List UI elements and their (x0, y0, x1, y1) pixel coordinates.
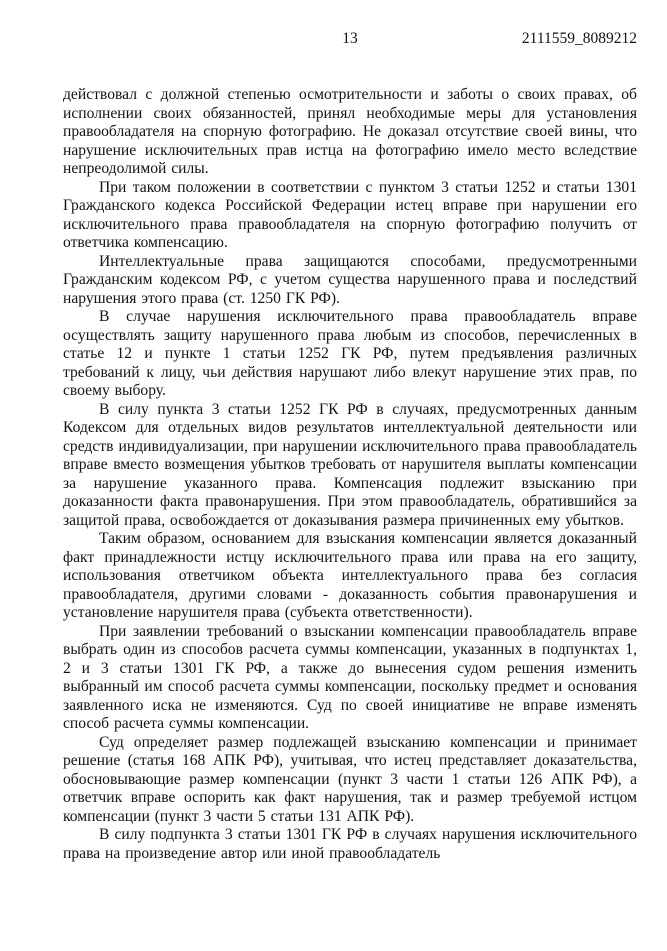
paragraph: Суд определяет размер подлежащей взысканию компенсации и принимает решение (статья 168 АПК РФ), учитывая, что истец представляет доказательства, обосновывающие размер компенсации (пункт 3 части 1 статьи 126 АПК РФ), а ответчик вправе оспорить как факт нарушения, так и размер требуемой истцом компенсации (пункт 3 части 5 статьи 131 АПК РФ). (63, 733, 637, 825)
page-header (63, 30, 637, 48)
document-body (63, 86, 637, 863)
paragraph: В силу пункта 3 статьи 1252 ГК РФ в случаях, предусмотренных данным Кодексом для отдельных видов результатов интеллектуальной деятельности или средств индивидуализации, при нарушении исключительного права правообладатель вправе вместо возмещения убытков требовать от нарушителя выплаты компенсации за нарушение указанного права. Компенсация подлежит взысканию при доказанности факта правонарушения. При этом правообладатель, обратившийся за защитой права, освобождается от доказывания размера причиненных ему убытков. (63, 400, 637, 529)
paragraph: Интеллектуальные права защищаются способами, предусмотренными Гражданским кодексом РФ, с учетом существа нарушенного права и последствий нарушения этого права (ст. 1250 ГК РФ). (63, 252, 637, 307)
paragraph: В силу подпункта 3 статьи 1301 ГК РФ в случаях нарушения исключительного права на произведение автор или иной правообладатель (63, 826, 637, 862)
document-case-number: 2111559_8089212 (521, 30, 637, 47)
paragraph: При заявлении требований о взыскании компенсации правообладатель вправе выбрать один из способов расчета суммы компенсации, указанных в подпунктах 1, 2 и 3 статьи 1301 ГК РФ, а также до вынесения судом решения изменить выбранный им способ расчета суммы компенсации, поскольку предмет и основания заявленного иска не изменяются. Суд по своей инициативе не вправе изменять способ расчета суммы компенсации. (63, 622, 637, 732)
page-number: 13 (342, 30, 358, 47)
paragraph: В случае нарушения исключительного права правообладатель вправе осуществлять защиту нарушенного права любым из способов, перечисленных в статье 12 и пункте 1 статьи 1252 ГК РФ, путем предъявления различных требований к лицу, чьи действия нарушают либо влекут нарушение этих прав, по своему выбору. (63, 308, 637, 399)
paragraph: При таком положении в соответствии с пунктом 3 статьи 1252 и статьи 1301 Гражданского кодекса Российской Федерации истец вправе при нарушении его исключительного права правообладателя на спорную фотографию получить от ответчика компенсацию. (63, 178, 637, 251)
paragraph: действовал с должной степенью осмотрительности и заботы о своих правах, об исполнении своих обязанностей, принял необходимые меры для установления правообладателя на спорную фотографию. Не доказал отсутствие своей вины, что нарушение исключительных прав истца на фотографию имело место вследствие непреодолимой силы. (63, 86, 637, 177)
paragraph: Таким образом, основанием для взыскания компенсации является доказанный факт принадлежности истцу исключительного права или права на его защиту, использования ответчиком объекта интеллектуального права без согласия правообладателя, другими словами - доказанность события правонарушения и установление нарушителя права (субъекта ответственности). (63, 530, 637, 621)
